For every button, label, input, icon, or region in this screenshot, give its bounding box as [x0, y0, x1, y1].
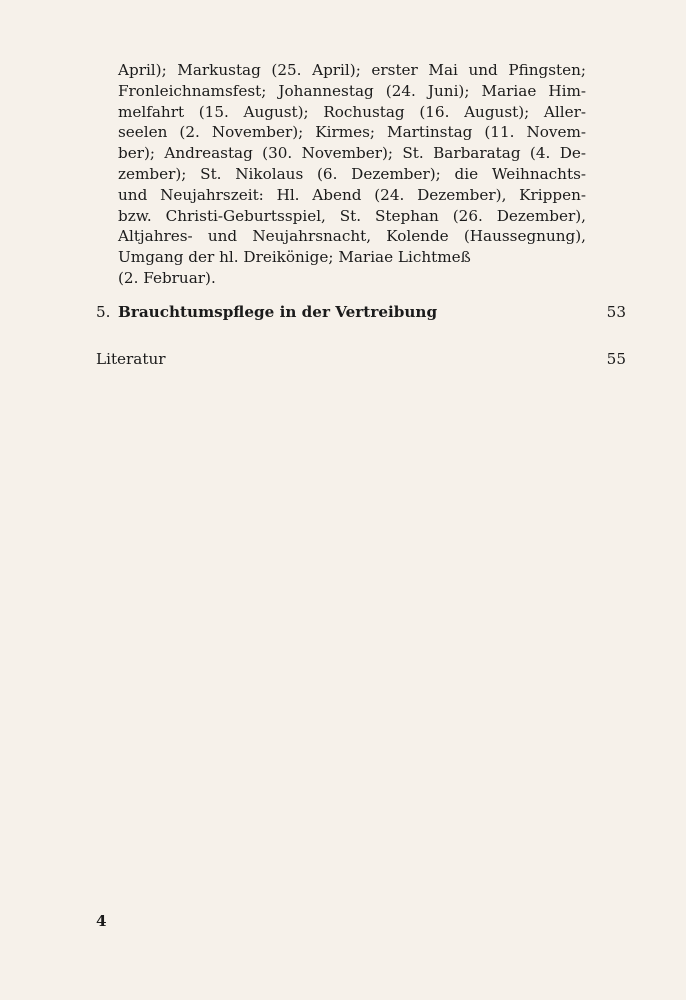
toc-entry-title: Literatur: [96, 350, 166, 368]
toc-text-line: und Neujahrszeit: Hl. Abend (24. Dezember), Krippen-: [118, 185, 586, 204]
toc-text-line: ber); Andreastag (30. November); St. Barbaratag (4. De-: [118, 144, 586, 163]
toc-text-line: Fronleichnamsfest; Johannestag (24. Juni); Mariae Him-: [118, 81, 586, 100]
toc-entry-title: Brauchtumspflege in der Vertreibung: [118, 303, 438, 321]
toc-text-line: bzw. Christi-Geburtsspiel, St. Stephan (26. Dezember),: [118, 206, 586, 225]
toc-text-line: seelen (2. November); Kirmes; Martinstag (11. Novem-: [118, 123, 586, 142]
toc-text-line: melfahrt (15. August); Rochustag (16. August); Aller-: [118, 102, 586, 121]
toc-text-line: April); Markustag (25. April); erster Mai und Pfingsten;: [118, 61, 586, 79]
toc-text-line: zember); St. Nikolaus (6. Dezember); die Weihnachts-: [118, 164, 586, 183]
toc-entry-number: 5.: [96, 303, 111, 321]
toc-entry-page: 53: [606, 303, 626, 321]
toc-text-line: Altjahres- und Neujahrsnacht, Kolende (Haussegnung),: [118, 227, 586, 246]
toc-text-line: (2. Februar).: [118, 268, 216, 287]
toc-continuation-paragraph: [118, 60, 586, 289]
page-number: 4: [96, 912, 107, 930]
toc-text-line: Umgang der hl. Dreikönige; Mariae Lichtmeß: [118, 248, 471, 267]
toc-entry-page: 55: [606, 350, 626, 368]
